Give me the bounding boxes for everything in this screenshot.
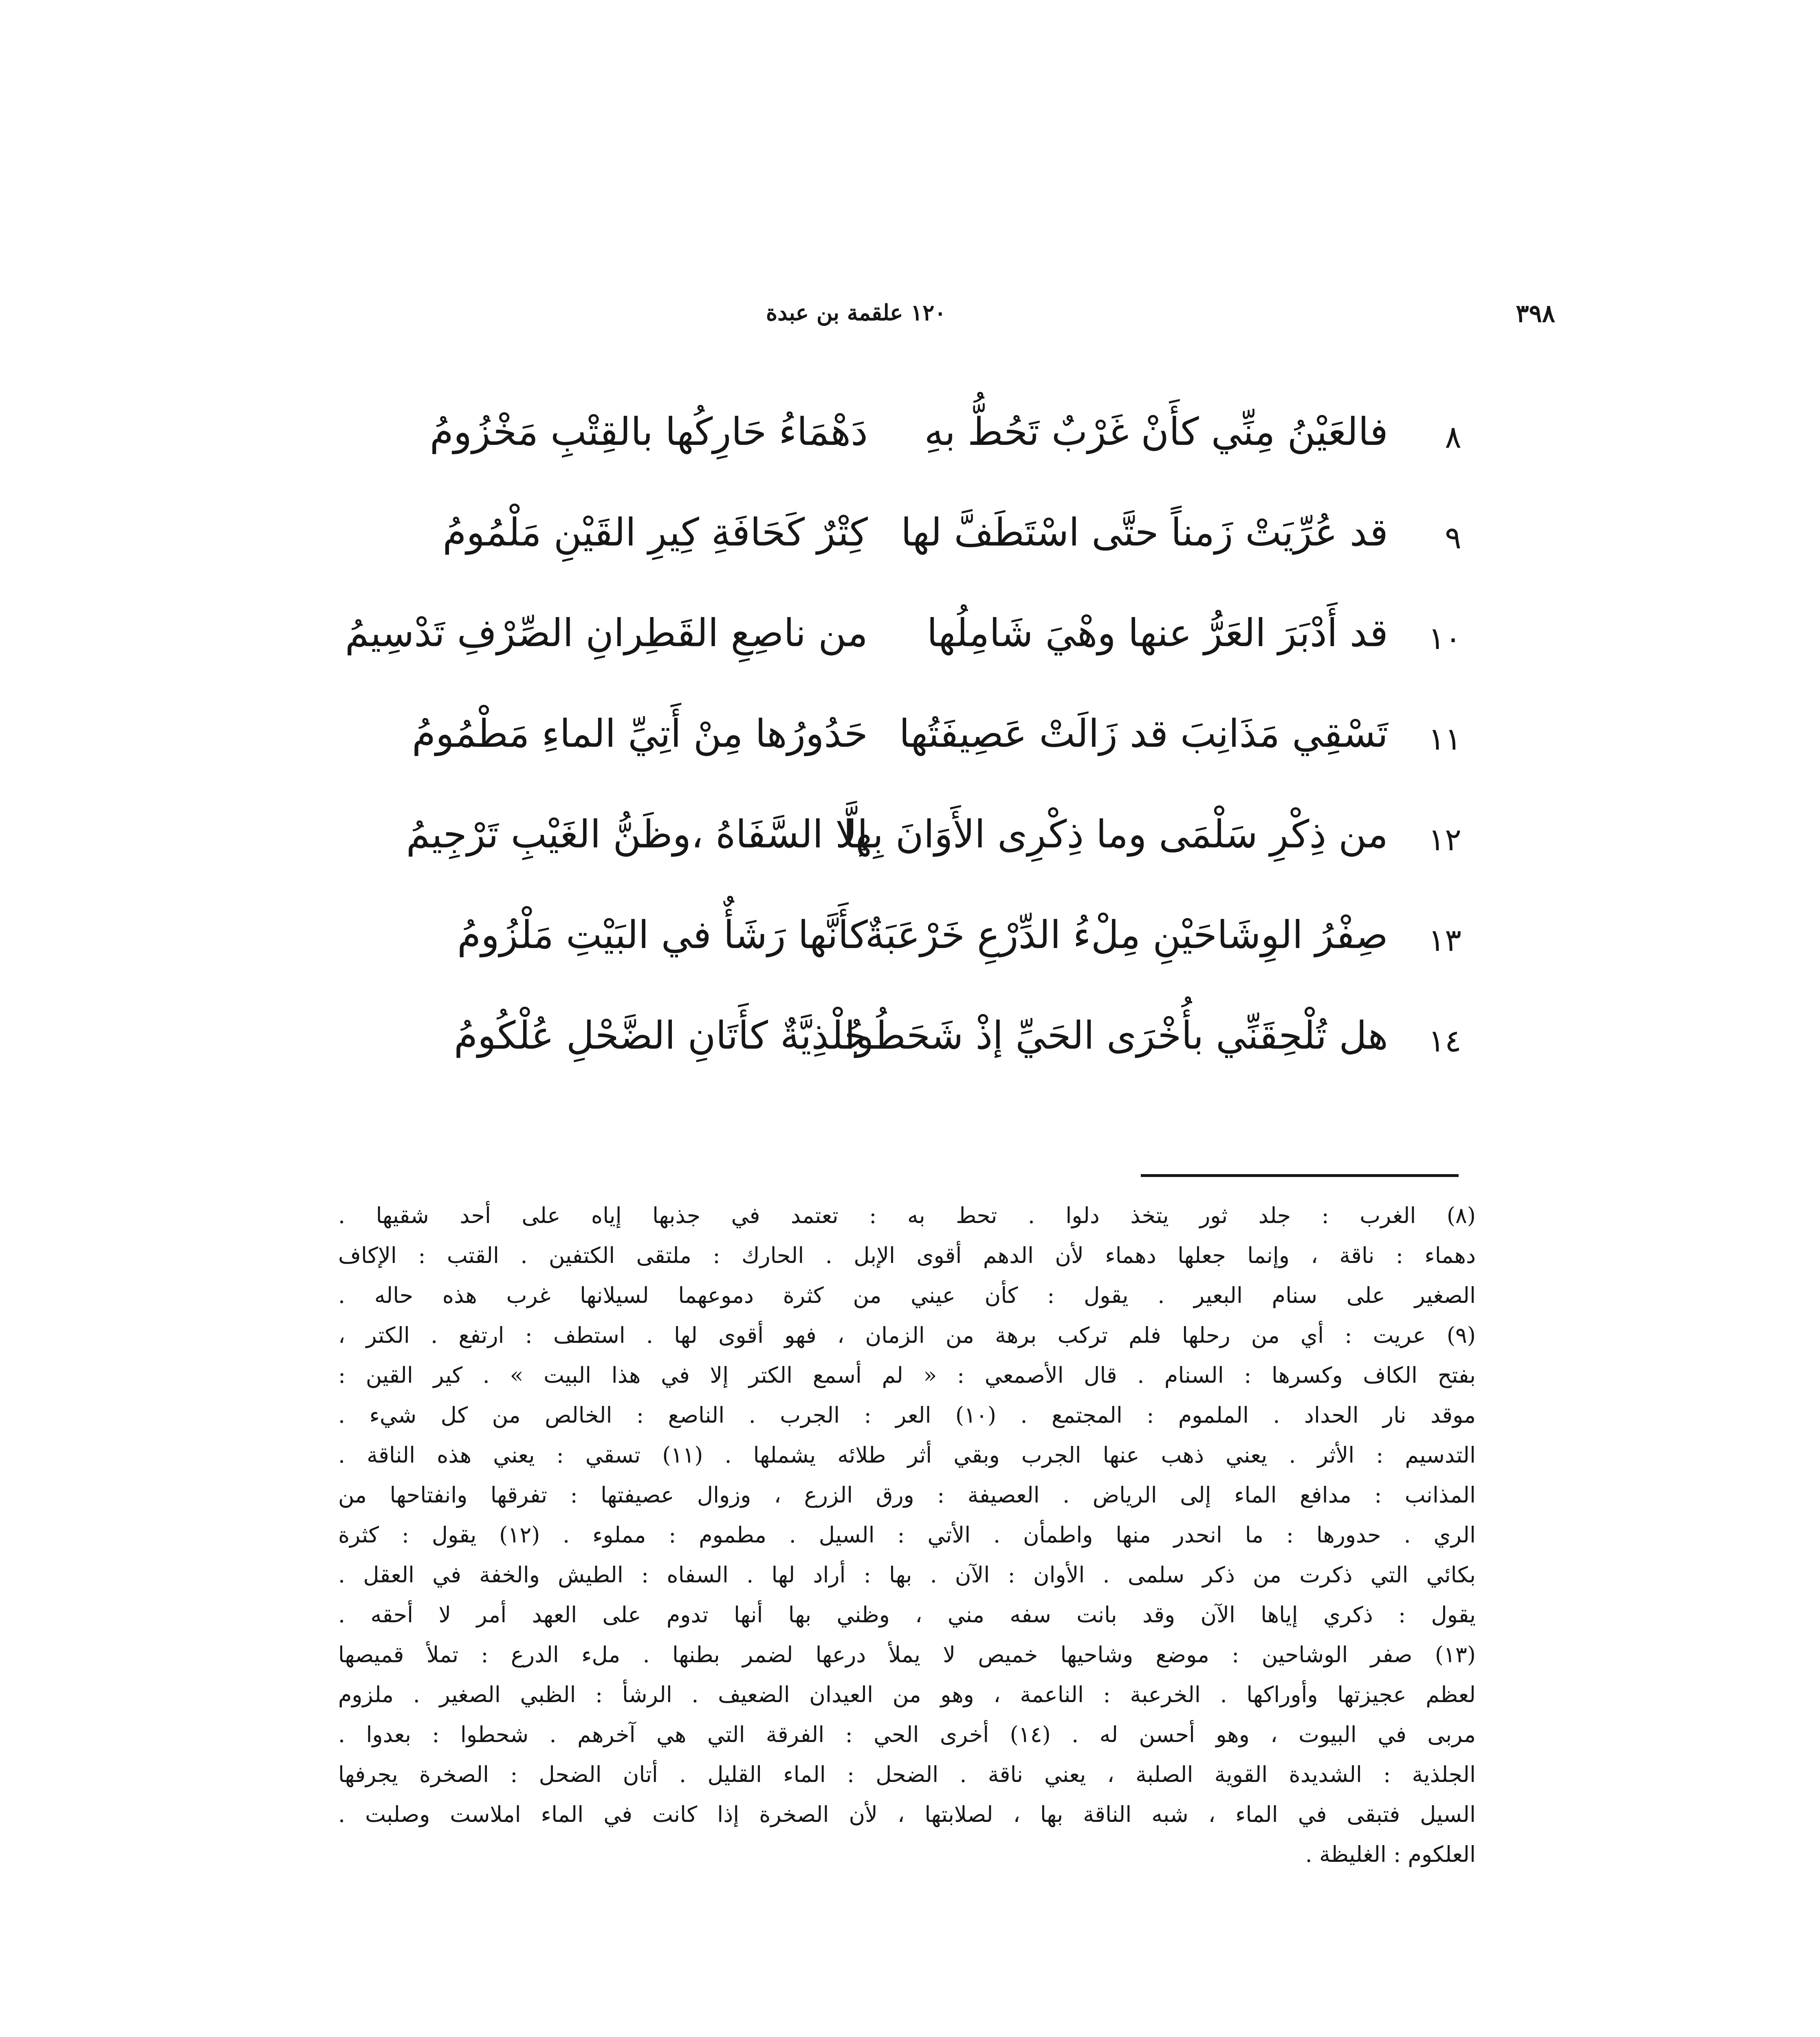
footnote-line: مربى في البيوت ، وهو أحسن له . (١٤) أخرى الحي : الفرقة التي هي آخرهم . شحطوا : بعدوا . bbox=[338, 1722, 1476, 1747]
footnote-line: السيل فتبقى في الماء ، شبه الناقة بها ، لصلابتها ، لأن الصخرة إذا كانت في الماء املاست وصلبت . bbox=[338, 1802, 1476, 1827]
verse-14 bbox=[359, 1001, 1461, 1102]
first-hemistich: من ذِكْرِ سَلْمَى وما ذِكْرِى الأَوَانَ بِها bbox=[843, 812, 1388, 857]
verse-number: ١٢ bbox=[1428, 821, 1461, 858]
first-hemistich: قد عُرِّيَتْ زَمناً حتَّى اسْتَطَفَّ لها bbox=[901, 510, 1388, 555]
footnote-line: موقد نار الحداد . الملموم : المجتمع . (١٠) العر : الجرب . الناصع : الخالص من كل شيء . bbox=[338, 1402, 1476, 1428]
second-hemistich: إلَّا السَّفَاهُ ،وظَنُّ الغَيْبِ تَرْجِيمُ bbox=[406, 812, 868, 857]
second-hemistich: جُلْذِيَّةٌ كأَتَانِ الضَّحْلِ عُلْكُومُ bbox=[453, 1014, 868, 1058]
verse-11 bbox=[359, 699, 1461, 800]
footnote-line: (١٣) صفر الوشاحين : موضع وشاحيها خميص لا يملأ درعها لضمر بطنها . ملء الدرع : تملأ قميصها bbox=[338, 1642, 1476, 1667]
verse-8 bbox=[359, 397, 1461, 498]
verse-number: ٩ bbox=[1445, 519, 1461, 556]
verse-13 bbox=[359, 900, 1461, 1001]
second-hemistich: حَدُورُها مِنْ أَتِيِّ الماءِ مَطْمُومُ bbox=[412, 712, 868, 756]
footnote-line: بكائي التي ذكرت من ذكر سلمى . الأوان : الآن . بها : أراد لها . السفاه : الطيش والخفة في العقل . bbox=[338, 1562, 1476, 1588]
verse-number: ٨ bbox=[1445, 419, 1461, 455]
poem-verses bbox=[345, 397, 1461, 1102]
verse-9 bbox=[359, 498, 1461, 598]
verse-10 bbox=[345, 598, 1461, 699]
first-hemistich: فالعَيْنُ مِنِّي كأَنْ غَرْبٌ تَحُطُّ بهِ bbox=[924, 410, 1388, 454]
page-header bbox=[766, 301, 1555, 350]
footnotes bbox=[338, 1196, 1476, 1874]
verse-12 bbox=[359, 800, 1461, 900]
running-head: ١٢٠ علقمة بن عبدة bbox=[766, 299, 946, 326]
footnote-line: لعظم عجيزتها وأوراكها . الخرعبة : الناعمة ، وهو من العيدان الضعيف . الرشأ : الظبي الصغير . ملزوم bbox=[338, 1682, 1476, 1707]
footnote-line: بفتح الكاف وكسرها : السنام . قال الأصمعي : « لم أسمع الكتر إلا في هذا البيت » . كير القين : bbox=[338, 1362, 1476, 1388]
second-hemistich: كأَنَّها رَشَأٌ في البَيْتِ مَلْزُومُ bbox=[457, 913, 868, 957]
second-hemistich: دَهْمَاءُ حَارِكُها بالقِتْبِ مَخْزُومُ bbox=[429, 410, 868, 454]
verse-number: ١٤ bbox=[1428, 1023, 1461, 1059]
first-hemistich: هل تُلْحِقَنِّي بأُخْرَى الحَيِّ إذْ شَحَطُوا bbox=[845, 1014, 1388, 1058]
footnote-line: (٨) الغرب : جلد ثور يتخذ دلوا . تحط به : تعتمد في جذبها إياه على أحد شقيها . bbox=[338, 1203, 1476, 1228]
footnote-line: المذانب : مدافع الماء إلى الرياض . العصيفة : ورق الزرع ، وزوال عصيفتها : تفرقها وانفتاحها من bbox=[338, 1482, 1476, 1508]
footnote-line: دهماء : ناقة ، وإنما جعلها دهماء لأن الدهم أقوى الإبل . الحارك : ملتقى الكتفين . القتب : الإكاف bbox=[338, 1243, 1476, 1268]
page-number: ٣٩٨ bbox=[1516, 299, 1555, 328]
footnote-line: الصغير على سنام البعير . يقول : كأن عيني من كثرة دموعهما لسيلانها غرب هذه حاله . bbox=[338, 1282, 1476, 1308]
footnote-line: الجلذية : الشديدة القوية الصلبة ، يعني ناقة . الضحل : الماء القليل . أتان الضحل : الصخرة يجرفها bbox=[338, 1762, 1476, 1787]
first-hemistich: قد أَدْبَرَ العَرُّ عنها وهْيَ شَامِلُها bbox=[927, 611, 1388, 656]
footnote-separator bbox=[1141, 1174, 1459, 1177]
second-hemistich: كِتْرٌ كَحَافَةِ كِيرِ القَيْنِ مَلْمُومُ bbox=[442, 510, 868, 555]
footnote-line: العلكوم : الغليظة . bbox=[1305, 1841, 1476, 1867]
second-hemistich: من ناصِعِ القَطِرانِ الصِّرْفِ تَدْسِيمُ bbox=[345, 611, 868, 656]
verse-number: ١١ bbox=[1428, 721, 1461, 757]
footnote-line: التدسيم : الأثر . يعني ذهب عنها الجرب وبقي أثر طلائه يشملها . (١١) تسقي : يعني هذه الناقة . bbox=[338, 1442, 1476, 1468]
footnote-line: الري . حدورها : ما انحدر منها واطمأن . الأتي : السيل . مطموم : مملوء . (١٢) يقول : كثرة bbox=[338, 1522, 1476, 1548]
verse-number: ١٣ bbox=[1428, 922, 1461, 958]
footnote-line: (٩) عريت : أي من رحلها فلم تركب برهة من الزمان ، فهو أقوى لها . استطف : ارتفع . الكتر ، bbox=[338, 1322, 1476, 1348]
first-hemistich: تَسْقِي مَذَانِبَ قد زَالَتْ عَصِيفَتُها bbox=[899, 712, 1388, 756]
first-hemistich: صِفْرُ الوِشَاحَيْنِ مِلْءُ الدِّرْعِ خَرْعَبَةٌ bbox=[865, 913, 1388, 957]
verse-number: ١٠ bbox=[1428, 620, 1461, 656]
footnote-line: يقول : ذكري إياها الآن وقد بانت سفه مني ، وظني بها أنها تدوم على العهد أمر لا أحقه . bbox=[338, 1602, 1476, 1628]
